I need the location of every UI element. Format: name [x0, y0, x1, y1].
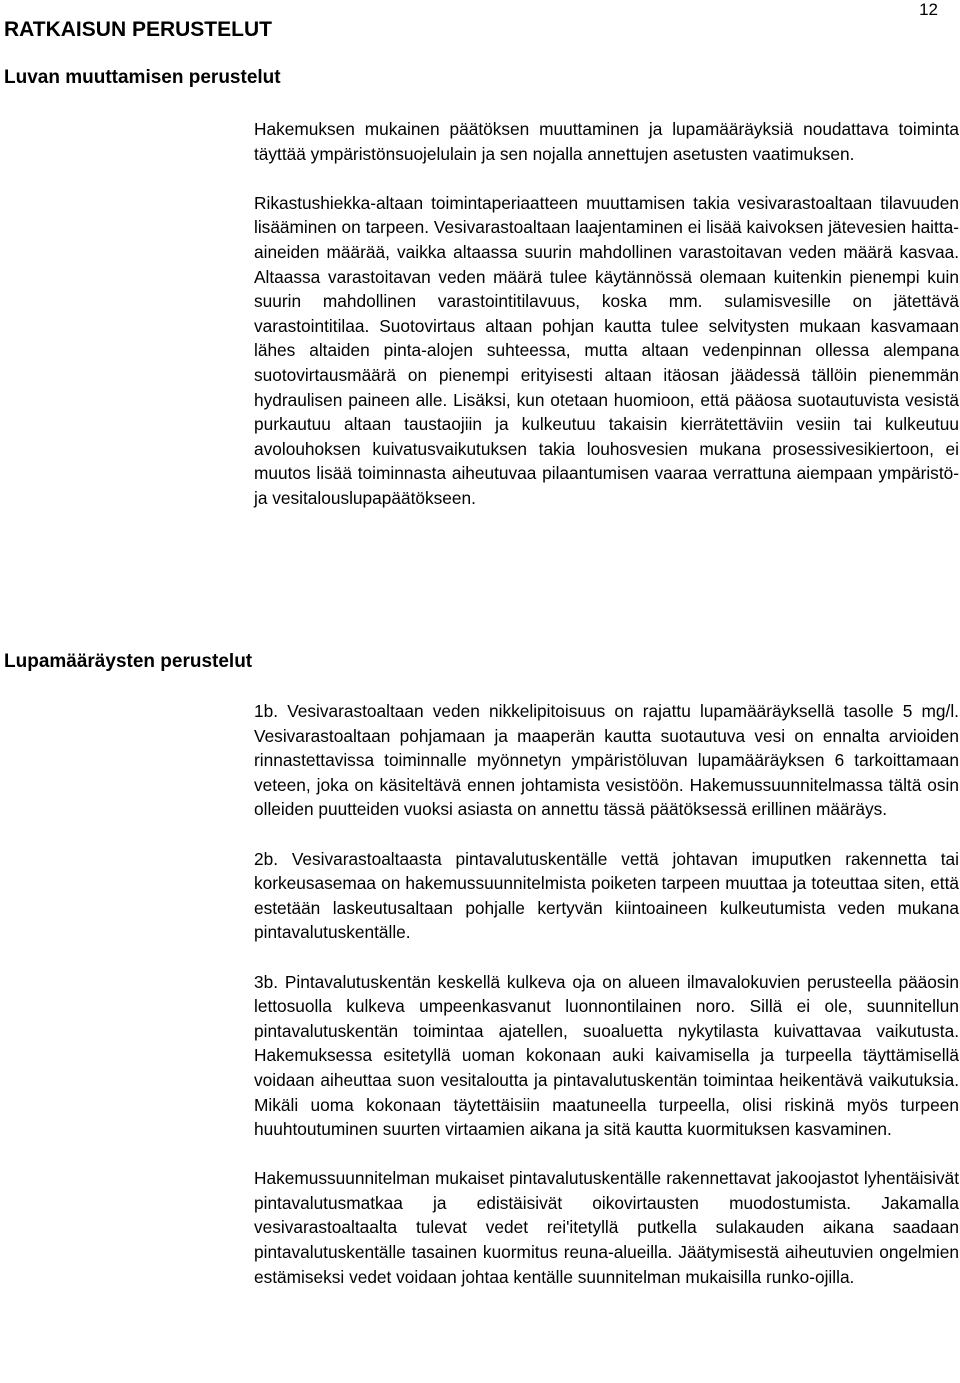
paragraph: Hakemussuunnitelman mukaiset pintavalutuskentälle rakennettavat jakoojastot lyhentäisivät pintavalutusmatkaa ja edistäisivät oikovirtausten muodostumista. Jakamalla vesivarastoaltaalta tulevat vedet rei'itetyllä putkella sulakauden aikana saadaan pintavalutuskentälle tasainen kuormitus reuna-alueilla. Jäätymisestä aiheutuvien ongelmien estämiseksi vedet voidaan johtaa kentälle suunnitelman mukaisilla runko-ojilla. [254, 1168, 959, 1287]
paragraph: 1b. Vesivarastoaltaan veden nikkelipitoisuus on rajattu lupamääräyksellä tasolle 5 mg/l. Vesivarastoaltaan pohjamaan ja maaperän kautta suotautuva vesi on ennalta arvioiden rinnastettavissa toiminnalle myönnetyn ympäristöluvan lupamääräyksen 6 tarkoittamaan veteen, joka on käsiteltävä ennen johtamista vesistöön. Hakemussuunnitelmassa tältä osin olleiden puutteiden vuoksi asiasta on annettu tässä päätöksessä erillinen määräys. [254, 701, 959, 820]
paragraph: Rikastushiekka-altaan toimintaperiaatteen muuttamisen takia vesivarastoaltaan tilavuuden lisääminen on tarpeen. Vesivarastoaltaan laajentaminen ei lisää kaivoksen jätevesien haitta-aineiden määrää, vaikka altaassa suurin mahdollinen varastoitavan veden määrä kasvaa. Altaassa varastoitavan veden määrä tulee käytännössä olemaan kuitenkin pienempi kuin suurin mahdollinen varastointitilavuus, koska mm. sulamisvesille on jätettävä varastointitilaa. Suotovirtaus altaan pohjan kautta tulee selvitysten mukaan kasvamaan lähes altaiden pinta-alojen suhteessa, mutta altaan vedenpinnan ollessa alempana suotovirtausmäärä on pienempi erityisesti altaan itäosan jäädessä tällöin pienemmän hydraulisen paineen alle. Lisäksi, kun otetaan huomioon, että pääosa suotautuvista vesistä purkautuu altaan taustaojiin ja kulkeutuu takaisin kierrätettäviin vesiin tai kulkeutuu avolouhoksen kuivatusvaikutuksen takia louhosvesien mukana prosessivesikiertoon, ei muutos lisää toiminnasta aiheutuvaa pilaantumisen vaaraa verrattuna aiempaan ympäristö- ja vesitalouslupapäätökseen. [254, 192, 959, 508]
paragraph: 3b. Pintavalutuskentän keskellä kulkeva oja on alueen ilmavalokuvien perusteella pääosin lettosuolla kulkeva umpeenkasvanut luonnontilainen noro. Sillä ei ole, suunnitellun pintavalutuskentän toimintaa ajatellen, suoaluetta nykytilasta kuivattavaa vaikutusta. Hakemuksessa esitetyllä uoman kokonaan auki kaivamisella ja turpeella täyttämisellä voidaan aiheuttaa suon vesitaloutta ja pintavalutuskentän toimintaa heikentävä vaikutuksia. Mikäli uoma kokonaan täytettäisiin maatuneella turpeella, olisi riskinä myös turpeen huuhtoutuminen suurten virtaamien aikana ja sitä kautta kuormituksen kasvaminen. [254, 971, 959, 1140]
paragraph: Hakemuksen mukainen päätöksen muuttaminen ja lupamääräyksiä noudattava toiminta täyttää ympäristönsuojelulain ja sen nojalla annettujen asetusten vaatimuksen. [254, 119, 959, 164]
lupamaaraysten-body [254, 699, 959, 1289]
section-title: RATKAISUN PERUSTELUT [4, 18, 272, 41]
heading-lupamaaraysten-perustelut: Lupamääräysten perustelut [4, 651, 253, 672]
paragraph: 2b. Vesivarastoaltaasta pintavalutuskentälle vettä johtavan imuputken rakennetta tai korkeusasemaa on hakemussuunnitelmista poiketen tarpeen muuttaa ja toteuttaa siten, että estetään laskeutusaltaan pohjalle kertyvän kiintoaineen kulkeutumista veden mukana pintavalutuskentälle. [254, 848, 959, 943]
page-number: 12 [919, 0, 938, 19]
luvan-muuttamisen-body [254, 117, 959, 511]
heading-luvan-muuttamisen-perustelut: Luvan muuttamisen perustelut [4, 67, 281, 88]
